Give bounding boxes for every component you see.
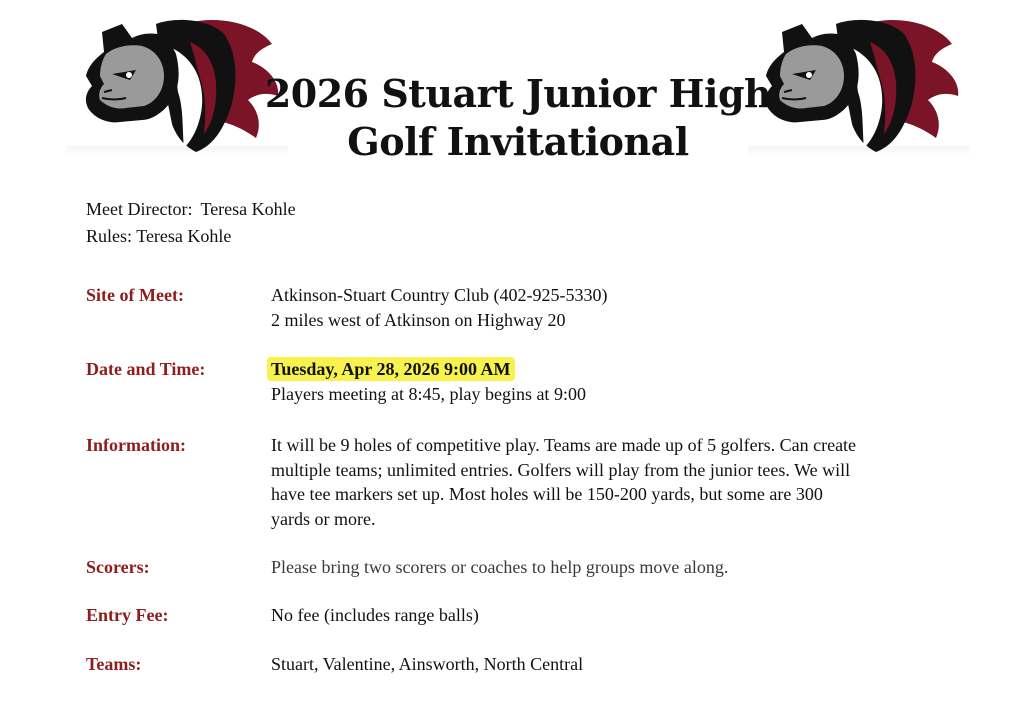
information-line-1: It will be 9 holes of competitive play. Teams are made up of 5 golfers. Can create: [271, 435, 857, 455]
rules-line: [86, 223, 296, 250]
information-line-2: multiple teams; unlimited entries. Golfers will play from the junior tees. We will: [271, 459, 851, 480]
title-line-2: Golf Invitational: [347, 119, 689, 164]
header: [0, 0, 1024, 170]
date-time-label: Date and Time:: [86, 359, 206, 379]
site-of-meet-label: Site of Meet:: [86, 285, 184, 305]
meet-director-name: Teresa Kohle: [200, 199, 296, 219]
meet-director-label: Meet Director:: [86, 199, 193, 219]
site-address-line: Atkinson-Stuart Country Club (402-925-5330): [271, 285, 608, 305]
scorers-label: Scorers:: [86, 557, 150, 577]
information-label: Information:: [86, 435, 186, 455]
officials-block: [86, 196, 296, 250]
entry-fee-label: Entry Fee:: [86, 605, 169, 625]
teams-value: Stuart, Valentine, Ainsworth, North Central: [271, 654, 584, 674]
players-meeting-line: Players meeting at 8:45, play begins at 9:00: [271, 383, 586, 404]
site-directions-line: 2 miles west of Atkinson on Highway 20: [271, 309, 566, 330]
rules-name: Teresa Kohle: [136, 226, 232, 246]
information-value: [271, 433, 961, 531]
site-of-meet-value: [271, 283, 961, 332]
date-highlight: Tuesday, Apr 28, 2026 9:00 AM: [267, 357, 515, 381]
entry-fee-value: No fee (includes range balls): [271, 605, 479, 625]
meet-director-line: [86, 196, 296, 223]
date-time-value: [271, 357, 961, 406]
title-line-1: 2026 Stuart Junior High: [264, 71, 772, 116]
information-line-4: yards or more.: [271, 508, 376, 529]
information-line-3: have tee markers set up. Most holes will be 150-200 yards, but some are 300: [271, 484, 823, 504]
scorers-value: Please bring two scorers or coaches to help groups move along.: [271, 557, 729, 577]
page-title: [240, 70, 796, 166]
rules-label: Rules:: [86, 226, 133, 246]
teams-label: Teams:: [86, 654, 142, 674]
